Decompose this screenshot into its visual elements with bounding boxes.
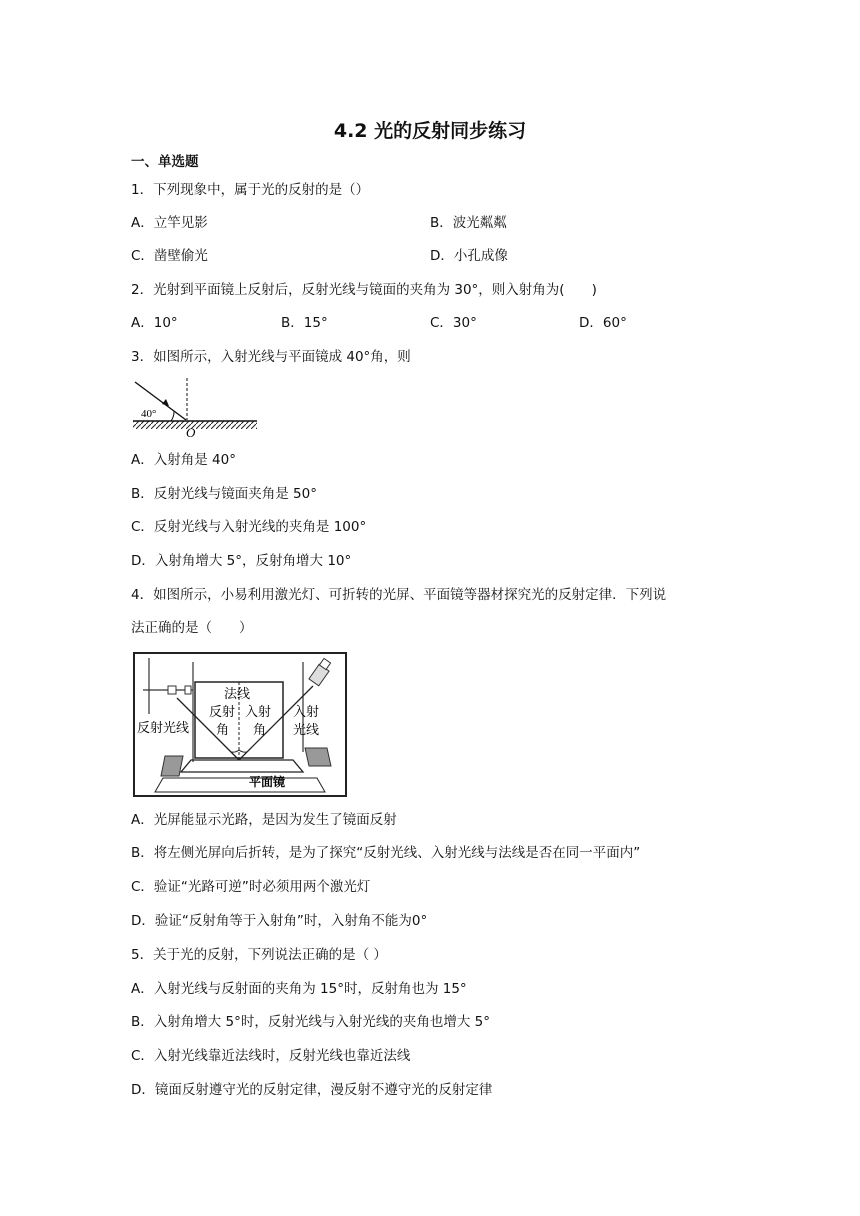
question-5-option-b: B．入射角增大 5°时，反射光线与入射光线的夹角也增大 5° [131, 1014, 491, 1030]
question-5-stem: 5．关于光的反射，下列说法正确的是（ ） [131, 947, 387, 963]
question-3-option-b: B．反射光线与镜面夹角是 50° [131, 486, 317, 502]
question-3-option-a: A．入射角是 40° [131, 452, 236, 468]
question-3-option-d: D．入射角增大 5°，反射角增大 10° [131, 553, 352, 569]
question-2-option-d: D．60° [579, 315, 627, 331]
question-2-stem: 2．光射到平面镜上反射后，反射光线与镜面的夹角为 30°，则入射角为( ) [131, 282, 597, 298]
question-1-option-b: B．波光粼粼 [430, 215, 507, 231]
question-4-incident-ray-label-1: 入射 [293, 705, 320, 720]
question-4-option-b: B．将左侧光屏向后折转，是为了探究“反射光线、入射光线与法线是否在同一平面内” [131, 845, 641, 861]
question-4-reflect-angle-label-2: 角 [216, 723, 230, 738]
question-4-option-c: C．验证“光路可逆”时必须用两个激光灯 [131, 879, 371, 895]
question-4-normal-label: 法线 [224, 687, 251, 702]
question-4-incident-angle-label-1: 入射 [245, 705, 272, 720]
question-2-option-a: A．10° [131, 315, 178, 331]
question-3-option-c: C．反射光线与入射光线的夹角是 100° [131, 519, 367, 535]
question-3-point-label: O [186, 425, 196, 440]
question-4-incident-ray-label-2: 光线 [293, 723, 320, 738]
question-1-option-c: C．凿壁偷光 [131, 248, 208, 264]
question-2-option-c: C．30° [430, 315, 477, 331]
question-1-option-a: A．立竿见影 [131, 215, 208, 231]
question-4-incident-angle-label-2: 角 [253, 723, 267, 738]
question-4-stem-line2: 法正确的是（ ） [131, 620, 253, 636]
question-1-option-d: D．小孔成像 [430, 248, 508, 264]
question-3-stem: 3．如图所示，入射光线与平面镜成 40°角，则 [131, 349, 411, 365]
question-4-stem-line1: 4．如图所示，小易利用激光灯、可折转的光屏、平面镜等器材探究光的反射定律．下列说 [131, 587, 667, 603]
question-2-option-b: B．15° [281, 315, 328, 331]
question-1-stem: 1．下列现象中，属于光的反射的是（） [131, 182, 370, 198]
question-4-option-a: A．光屏能显示光路，是因为发生了镜面反射 [131, 812, 397, 828]
section-heading: 一、单选题 [131, 154, 199, 170]
question-3-figure [131, 374, 259, 440]
question-3-angle-label: 40° [141, 408, 157, 420]
question-5-option-a: A．入射光线与反射面的夹角为 15°时，反射角也为 15° [131, 981, 467, 997]
question-4-figure [133, 652, 347, 798]
question-4-reflected-ray-label: 反射光线 [137, 721, 190, 736]
question-4-reflect-angle-label-1: 反射 [209, 705, 236, 720]
question-5-option-c: C．入射光线靠近法线时，反射光线也靠近法线 [131, 1048, 411, 1064]
question-4-mirror-label: 平面镜 [249, 775, 286, 789]
question-5-option-d: D．镜面反射遵守光的反射定律，漫反射不遵守光的反射定律 [131, 1082, 493, 1098]
page-title: 4.2 光的反射同步练习 [333, 120, 527, 142]
question-4-option-d: D．验证“反射角等于入射角”时，入射角不能为0° [131, 913, 428, 929]
